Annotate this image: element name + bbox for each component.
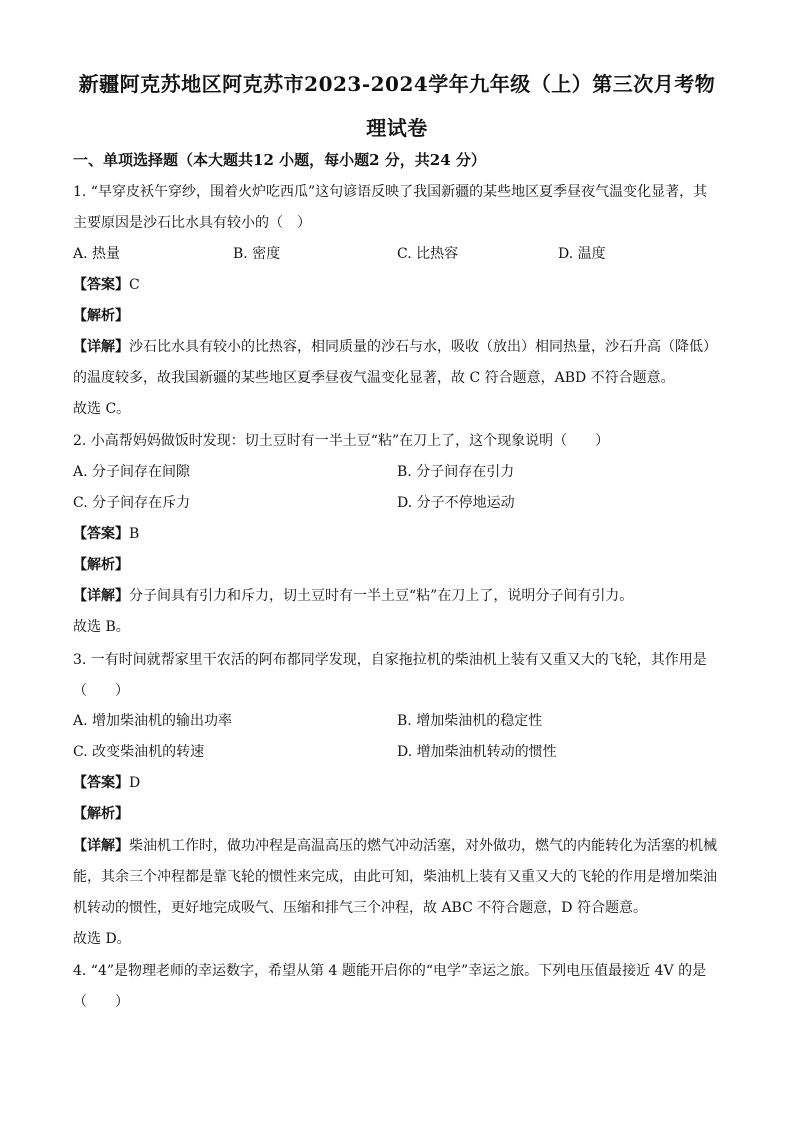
q3-conclusion: 故选 D。	[73, 931, 131, 947]
q4-stem-line-2: （ ）	[73, 994, 129, 1010]
document-title-line-1: 新疆阿克苏地区阿克苏市2023-2024学年九年级（上）第三次月考物	[78, 72, 716, 96]
detail-tag: 【详解】	[73, 838, 129, 854]
q3-stem-line-2: （ ）	[73, 683, 129, 699]
answer-value: C	[129, 277, 140, 293]
q1-analysis-tag: 【解析】	[73, 308, 129, 324]
q3-detail-line-2: 能，其余三个冲程都是靠飞轮的惯性来完成，由此可知，柴油机上装有又重又大的飞轮的作用是增加柴油	[73, 869, 717, 885]
q3-option-b: B. 增加柴油机的稳定性	[397, 713, 543, 729]
q3-analysis-tag: 【解析】	[73, 806, 129, 822]
q2-detail-line-1	[73, 586, 633, 606]
q3-answer	[73, 773, 140, 793]
q2-option-b: B. 分子间存在引力	[397, 464, 515, 480]
q2-analysis-tag: 【解析】	[73, 557, 129, 573]
q2-stem-line-1: 2. 小高帮妈妈做饭时发现：切土豆时有一半土豆“粘”在刀上了，这个现象说明（ ）	[73, 433, 610, 449]
q1-option-b: B. 密度	[233, 246, 281, 262]
q1-detail-line-2: 的温度较多，故我国新疆的某些地区夏季昼夜气温变化显著，故 C 符合题意，ABD 不符合题意。	[73, 370, 675, 386]
detail-text: 沙石比水具有较小的比热容，相同质量的沙石与水，吸收（放出）相同热量，沙石升高（降低）	[129, 339, 717, 355]
q3-option-d: D. 增加柴油机转动的惯性	[397, 744, 557, 760]
q1-stem-line-1: 1. “早穿皮袄午穿纱，围着火炉吃西瓜”这句谚语反映了我国新疆的某些地区夏季昼夜气温变化显著，其	[73, 184, 708, 200]
q2-option-a: A. 分子间存在间隙	[73, 464, 191, 480]
q1-conclusion: 故选 C。	[73, 401, 131, 417]
q2-conclusion: 故选 B。	[73, 619, 130, 635]
detail-tag: 【详解】	[73, 588, 129, 604]
q1-detail-line-1	[73, 337, 717, 357]
q2-answer	[73, 524, 139, 544]
q1-option-a: A. 热量	[73, 246, 121, 262]
answer-tag: 【答案】	[73, 775, 129, 791]
detail-text: 分子间具有引力和斥力，切土豆时有一半土豆“粘”在刀上了，说明分子间有引力。	[129, 588, 634, 604]
q1-option-c: C. 比热容	[397, 246, 459, 262]
document-title-line-2: 理试卷	[366, 116, 428, 140]
q1-option-d: D. 温度	[558, 246, 606, 262]
q2-option-c: C. 分子间存在斥力	[73, 495, 191, 511]
q3-option-c: C. 改变柴油机的转速	[73, 744, 205, 760]
answer-value: D	[129, 775, 141, 791]
q3-detail-line-3: 机转动的惯性，更好地完成吸气、压缩和排气三个冲程，故 ABC 不符合题意，D 符合题意。	[73, 900, 647, 916]
q3-detail-line-1	[73, 836, 717, 856]
q3-option-a: A. 增加柴油机的输出功率	[73, 713, 233, 729]
answer-tag: 【答案】	[73, 277, 129, 293]
section-heading: 一、单项选择题（本大题共12 小题，每小题2 分，共24 分）	[73, 151, 486, 169]
detail-text: 柴油机工作时，做功冲程是高温高压的燃气冲动活塞，对外做功，燃气的内能转化为活塞的机械	[129, 838, 717, 854]
q2-option-d: D. 分子不停地运动	[397, 495, 515, 511]
q3-stem-line-1: 3. 一有时间就帮家里干农活的阿布都同学发现，自家拖拉机的柴油机上装有又重又大的飞轮，其作用是	[73, 652, 707, 668]
q4-stem-line-1: 4. “4”是物理老师的幸运数字，希望从第 4 题能开启你的“电学”幸运之旅。下列电压值最接近 4V 的是	[73, 963, 707, 979]
detail-tag: 【详解】	[73, 339, 129, 355]
answer-tag: 【答案】	[73, 526, 129, 542]
answer-value: B	[129, 526, 140, 542]
q1-answer	[73, 275, 140, 295]
q1-stem-line-2: 主要原因是沙石比水具有较小的（ ）	[73, 215, 311, 231]
